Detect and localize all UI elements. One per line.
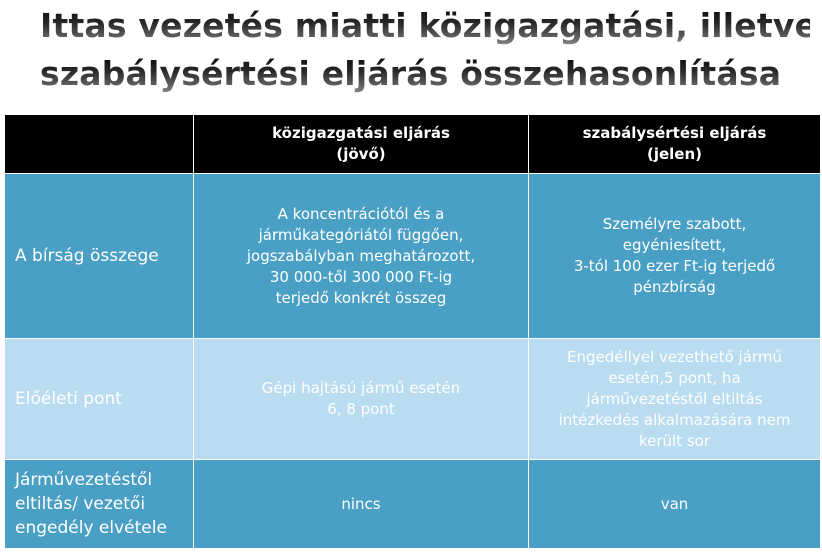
- header-offence-procedure: [529, 115, 821, 174]
- row-label-license-suspension: Járművezetéstől eltiltás/ vezetői engedély elvétele: [5, 460, 194, 549]
- header-admin-label: közigazgatási eljárás (jövő): [272, 124, 450, 163]
- slide-title-line-1: Ittas vezetés miatti közigazgatási, illetve: [40, 2, 810, 50]
- cell-offence-fine-amount: Személyre szabott, egyéniesített, 3-tól 100 ezer Ft-ig terjedő pénzbírság: [529, 174, 821, 339]
- table-row: [5, 174, 821, 339]
- header-empty-cell: [5, 115, 194, 174]
- header-offence-label: szabálysértési eljárás (jelen): [582, 124, 767, 163]
- row-label-penalty-points: Előéleti pont: [5, 339, 194, 460]
- slide-title: [40, 2, 818, 110]
- table-row: [5, 339, 821, 460]
- slide-title-line-2: szabálysértési eljárás összehasonlítása: [40, 50, 810, 98]
- cell-admin-penalty-points: Gépi hajtású jármű esetén 6, 8 pont: [194, 339, 529, 460]
- comparison-table: [4, 114, 821, 549]
- table-header-row: [5, 115, 821, 174]
- cell-offence-license-suspension: van: [529, 460, 821, 549]
- table-row: [5, 460, 821, 549]
- cell-offence-penalty-points: Engedéllyel vezethető jármű esetén,5 pont, ha járművezetéstől eltiltás intézkedés alkalmazására nem került sor: [529, 339, 821, 460]
- header-admin-procedure: [194, 115, 529, 174]
- cell-admin-license-suspension: nincs: [194, 460, 529, 549]
- cell-admin-fine-amount: A koncentrációtól és a járműkategóriától függően, jogszabályban meghatározott, 30 000-től 300 000 Ft-ig terjedő konkrét összeg: [194, 174, 529, 339]
- row-label-fine-amount: A bírság összege: [5, 174, 194, 339]
